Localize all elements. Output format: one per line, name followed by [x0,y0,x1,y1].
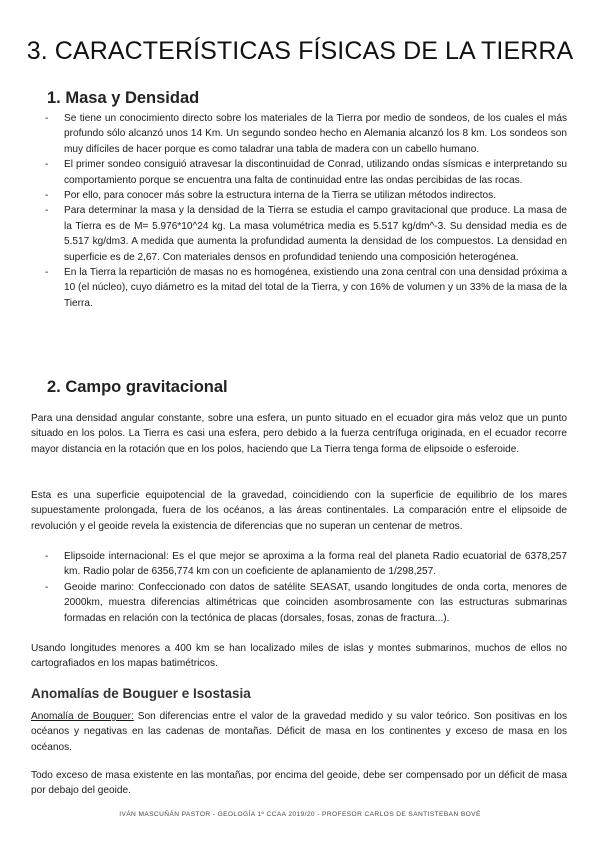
dash-bullet: - [45,581,49,593]
section-heading-anomalias-bouguer: Anomalías de Bouguer e Isostasia [31,686,251,701]
bullet-text: Se tiene un conocimiento directo sobre los materiales de la Tierra por medio de sondeos, de los cuales el más profundo sólo alcanzó unos 14 Km. Un segundo sondeo hecho en Alemania alcanzó los 8 km. Los sondeos son muy difíciles de hacer porque es como taladrar una tabla de madera con un cabello humano. [64,113,567,155]
dash-bullet: - [45,205,49,217]
section1-bullet-list [43,111,567,311]
anomalia-definition: Son diferencias entre el valor de la gravedad medido y su valor teórico. Son positivas en los océanos y negativas en las cadenas de montañas. Déficit de masa en los continentes y exceso de masa en los océanos. [31,711,567,753]
dash-bullet: - [45,267,49,279]
dash-bullet: - [45,190,49,202]
bullet-text: El primer sondeo consiguió atravesar la discontinuidad de Conrad, utilizando ondas sísmicas e interpretando su comportamiento porque se encuentra una falta de continuidad entre las ondas percibidas de las rocas. [64,159,567,186]
bullet-text: Geoide marino: Confeccionado con datos de satélite SEASAT, usando longitudes de onda corta, menores de 2000km, muestra diferencias altimétricas que coinciden asombrosamente con las estructuras submarinas formadas en relación con la tectónica de placas (dorsales, fosas, zonas de fractura...). [64,581,567,624]
list-item [43,580,567,626]
dash-bullet: - [45,551,49,562]
paragraph-superficie-equipotencial: Esta es una superficie equipotencial de la gravedad, coincidiendo con la superficie de equilibrio de los mares supuestamente prolongada, fuera de los océanos, a las áreas continentales. La comparación entre el elipsoide de revolución y el geoide revela la existencia de diferencias que no superan un centenar de metros. [31,490,567,532]
bullet-text: En la Tierra la repartición de masas no es homogénea, existiendo una zona central con una densidad próxima a 10 (el núcleo), cuyo diámetro es la mitad del total de la Tierra, y con 16% de volumen y un 33% de la masa de la Tierra. [64,267,567,309]
dash-bullet: - [45,113,49,124]
dash-bullet: - [45,159,49,171]
paragraph-densidad-angular: Para una densidad angular constante, sobre una esfera, un punto situado en el ecuador gira más veloz que un punto situado en los polos. La Tierra es casi una esfera, pero debido a la fuerza centrífuga originada, en el ecuador recorre mayor distancia en la rotación que en los polos, haciendo que La Tierra tenga forma de elipsoide o esferoide. [31,413,567,455]
bullet-text: Para determinar la masa y la densidad de la Tierra se estudia el campo gravitacional que produce. La masa de la Tierra es de M= 5.976*10^24 kg. La masa volumétrica media es 5.517 kg/dm^-3. Su densidad media es de 5.517 kg/dm3. A medida que aumenta la profundidad aumenta la densidad de los compuestos. La densidad en superficie es de 2,67. Con materiales densos en profundidad teniendo una composición heterogénea. [64,205,567,263]
list-item [43,188,567,203]
paragraph-longitudes-menores: Usando longitudes menores a 400 km se han localizado miles de islas y montes submarinos, muchos de ellos no cartografiados en los mapas batimétricos. [31,643,567,670]
list-item [43,549,567,580]
paragraph-anomalia-bouguer [31,709,567,755]
paragraph-exceso-masa: Todo exceso de masa existente en las montañas, por encima del geoide, debe ser compensado por un déficit de masa por debajo del geoide. [31,770,567,797]
list-item [43,157,567,188]
list-item [43,111,567,157]
bullet-text: Por ello, para conocer más sobre la estructura interna de la Tierra se utilizan métodos indirectos. [64,190,497,202]
section-heading-campo-gravitacional: 2. Campo gravitacional [47,378,228,396]
page-title: 3. CARACTERÍSTICAS FÍSICAS DE LA TIERRA [26,37,574,65]
term-anomalia-bouguer: Anomalía de Bouguer: [31,711,134,722]
list-item [43,203,567,265]
section2-bullet-list [43,549,567,626]
page-footer: IVÁN MASCUÑÁN PASTOR - GEOLOGÍA 1º CCAA 2019/20 - PROFESOR CARLOS DE SANTISTEBAN BOVÉ [119,811,481,818]
bullet-text: Elipsoide internacional: Es el que mejor se aproxima a la forma real del planeta Radio ecuatorial de 6378,257 km. Radio polar de 6356,774 km con un coeficiente de aplanamiento de 1/298,257. [64,551,567,578]
section-heading-masa-densidad: 1. Masa y Densidad [47,89,200,107]
list-item [43,265,567,311]
